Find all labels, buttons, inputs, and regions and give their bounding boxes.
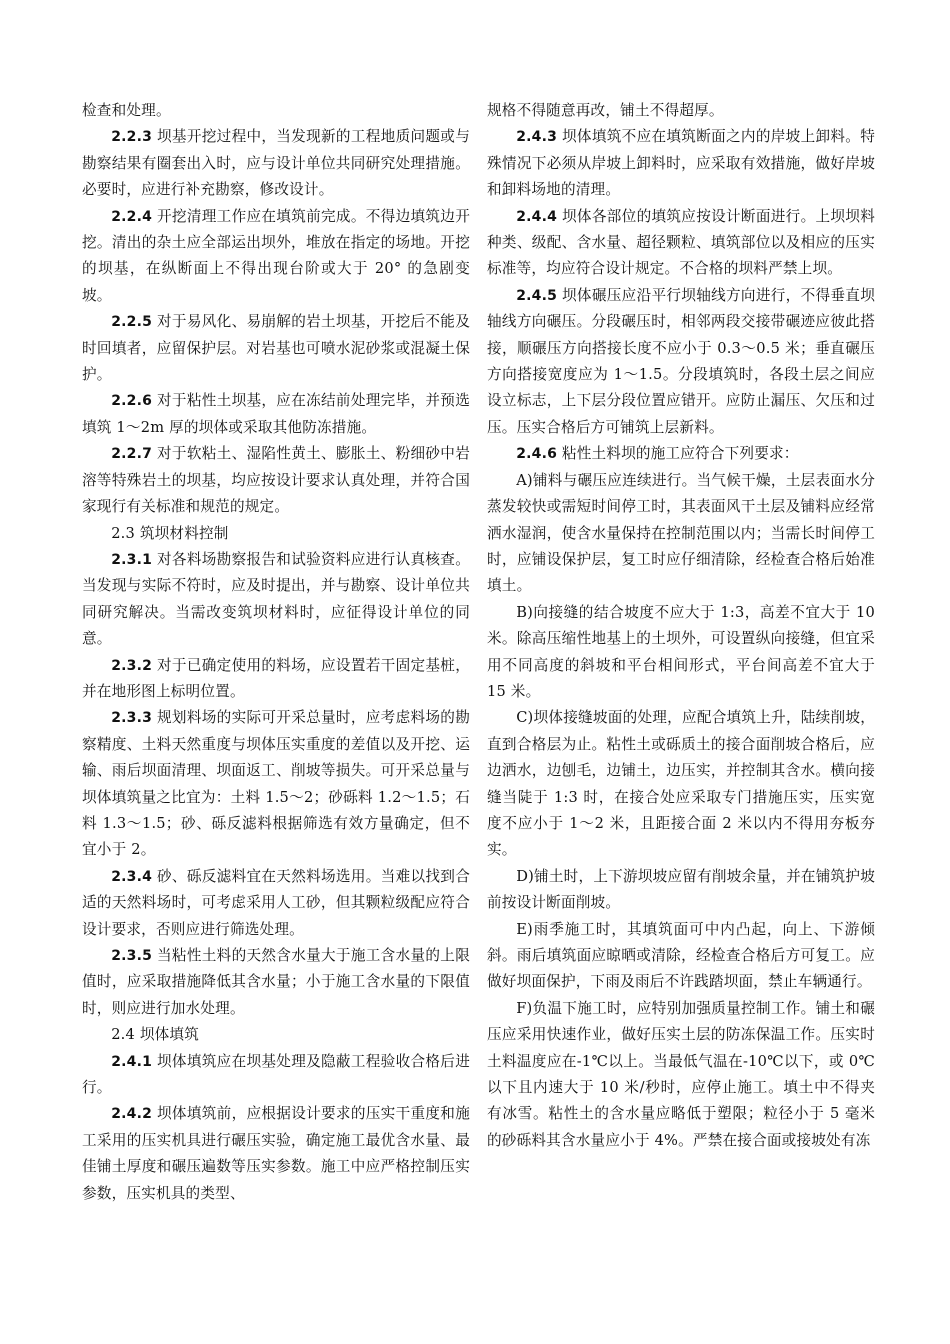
paragraph (82, 1049, 470, 1102)
paragraph (82, 943, 470, 1022)
paragraph (82, 521, 470, 547)
paragraph (487, 98, 875, 124)
clause-number: 2.2.5 (111, 314, 153, 331)
paragraph-text: 对于粘性土坝基，应在冻结前处理完毕，并预选填筑 1～2m 厚的坝体或采取其他防冻措施。 (82, 392, 470, 436)
paragraph (82, 864, 470, 943)
paragraph-text: 对于软粘土、湿陷性黄土、膨胀土、粉细砂中岩溶等特殊岩土的坝基，均应按设计要求认真处理，并符合国家现行有关标准和规范的规定。 (82, 445, 470, 516)
paragraph-text: 当粘性土料的天然含水量大于施工含水量的上限值时，应采取措施降低其含水量；小于施工含水量的下限值时，则应进行加水处理。 (82, 947, 470, 1017)
paragraph (82, 309, 470, 388)
paragraph-text: C)坝体接缝坡面的处理，应配合填筑上升，陆续削坡，直到合格层为止。粘性土或砾质土的接合面削坡合格后，应边洒水，边刨毛，边铺土，边压实，并控制其含水。横向接缝当陡于 1:3 时，在接合处应采取专门措施压实，压实宽度不应小于 1～2 米，且距接合面 2 米以内不得用夯板夯实。 (487, 709, 875, 859)
paragraph (487, 204, 875, 283)
paragraph (82, 705, 470, 863)
clause-number: 2.3.5 (111, 948, 153, 964)
paragraph (82, 653, 470, 706)
paragraph (82, 388, 470, 441)
clause-number: 2.2.6 (111, 393, 153, 410)
paragraph (487, 124, 875, 203)
paragraph (487, 705, 875, 863)
paragraph-text: F)负温下施工时，应特别加强质量控制工作。铺土和碾压应采用快速作业，做好压实土层的防冻保温工作。压实时土料温度应在-1℃以上。当最低气温在-10℃以下，或 0℃以下且内速大于 10 米/秒时，应停止施工。填土中不得夹有冰雪。粘性土的含水量应略低于塑限；粒径小于 5 毫米的砂砾料其含水量应小于 4%。严禁在接合面或接坡处有冻 (487, 999, 875, 1149)
paragraph (82, 1101, 470, 1207)
paragraph-text: 规划料场的实际可开采总量时，应考虑料场的勘察精度、土料天然重度与坝体压实重度的差值以及开挖、运输、雨后坝面清理、坝面返工、削坡等损失。可开采总量与坝体填筑量之比宜为：土料 1.5～2；砂砾料 1.2～1.5；石料 1.3～1.5；砂、砾反滤料根据筛选有效方量确定，但不宜小于 2。 (82, 709, 470, 859)
paragraph-text: E)雨季施工时，其填筑面可中内凸起，向上、下游倾斜。雨后填筑面应晾晒或清除，经检查合格后方可复工。应做好坝面保护，下雨及雨后不许践踏坝面，禁止车辆通行。 (487, 920, 875, 991)
paragraph-text: 坝体填筑应在坝基处理及隐蔽工程验收合格后进行。 (82, 1052, 470, 1097)
paragraph-text: D)铺土时，上下游坝坡应留有削坡余量，并在铺筑护坡前按设计断面削坡。 (487, 867, 875, 912)
clause-number: 2.4.5 (516, 287, 558, 304)
right-column (487, 98, 875, 1154)
clause-number: 2.4.6 (516, 446, 558, 463)
clause-number: 2.4.1 (111, 1053, 153, 1070)
clause-number: 2.3.1 (111, 551, 153, 568)
paragraph-text: 规格不得随意再改，铺土不得超厚。 (487, 102, 724, 119)
paragraph-text: A)铺料与碾压应连续进行。当气候干燥，土层表面水分蒸发较快或需短时间停工时，其表面风干土层及铺料应经常洒水湿润，使含水量保持在控制范围以内；当需长时间停工时，应铺设保护层，复工时应仔细清除，经检查合格后始准填土。 (487, 471, 875, 595)
paragraph (82, 1022, 470, 1048)
clause-number: 2.3.4 (111, 868, 153, 885)
paragraph (82, 204, 470, 310)
clause-number: 2.2.4 (111, 208, 153, 225)
paragraph (487, 996, 875, 1154)
paragraph-text: 对于已确定使用的料场，应设置若干固定基桩，并在地形图上标明位置。 (82, 656, 470, 700)
paragraph-text: 2.4 坝体填筑 (111, 1026, 200, 1044)
clause-number: 2.4.2 (111, 1106, 153, 1123)
left-column (82, 98, 470, 1207)
paragraph (487, 600, 875, 706)
paragraph-text: 坝体碾压应沿平行坝轴线方向进行，不得垂直坝轴线方向碾压。分段碾压时，相邻两段交接带碾迹应彼此搭接，顺碾压方向搭接长度不应小于 0.3～0.5 米；垂直碾压方向搭接宽度应为 1～1.5。分段填筑时，各段土层之间应设立标志，上下层分段位置应错开。应防止漏压、欠压和过压。压实合格后方可铺筑上层新料。 (487, 286, 875, 436)
paragraph-text: 检查和处理。 (82, 102, 171, 119)
paragraph (82, 547, 470, 653)
paragraph-text: B)向接缝的结合坡度不应大于 1:3，高差不宜大于 10 米。除高压缩性地基上的土坝外，可设置纵向接缝，但宜采用不同高度的斜坡和平台相间形式，平台间高差不宜大于 15 米。 (487, 603, 875, 700)
paragraph-text: 坝体填筑不应在填筑断面之内的岸坡上卸料。特殊情况下必须从岸坡上卸料时，应采取有效措施，做好岸坡和卸料场地的清理。 (487, 128, 875, 199)
clause-number: 2.2.3 (111, 129, 153, 146)
paragraph-text: 砂、砾反滤料宜在天然料场选用。当难以找到合适的天然料场时，可考虑采用人工砂，但其颗粒级配应符合设计要求，否则应进行筛选处理。 (82, 867, 470, 938)
paragraph (82, 124, 470, 203)
paragraph (82, 441, 470, 520)
clause-number: 2.3.2 (111, 657, 153, 674)
clause-number: 2.2.7 (111, 446, 153, 463)
clause-number: 2.4.4 (516, 208, 558, 225)
paragraph-text: 坝体填筑前，应根据设计要求的压实干重度和施工采用的压实机具进行碾压实验，确定施工最优含水量、最佳铺土厚度和碾压遍数等压实参数。施工中应严格控制压实参数，压实机具的类型、 (82, 1105, 470, 1202)
paragraph-text: 2.3 筑坝材料控制 (111, 524, 229, 542)
paragraph-text: 对各料场勘察报告和试验资料应进行认真核查。当发现与实际不符时，应及时提出，并与勘察、设计单位共同研究解决。当需改变筑坝材料时，应征得设计单位的同意。 (82, 550, 470, 648)
paragraph (487, 917, 875, 996)
paragraph (487, 283, 875, 441)
paragraph-text: 开挖清理工作应在填筑前完成。不得边填筑边开挖。清出的杂土应全部运出坝外，堆放在指定的场地。开挖的坝基，在纵断面上不得出现台阶或大于 20° 的急剧变坡。 (82, 207, 470, 304)
clause-number: 2.3.3 (111, 710, 153, 727)
paragraph (487, 468, 875, 600)
paragraph-text: 坝体各部位的填筑应按设计断面进行。上坝坝料种类、级配、含水量、超径颗粒、填筑部位以及相应的压实标准等，均应符合设计规定。不合格的坝料严禁上坝。 (487, 207, 875, 278)
paragraph (487, 441, 875, 467)
paragraph-text: 坝基开挖过程中，当发现新的工程地质问题或与勘察结果有圈套出入时，应与设计单位共同研究处理措施。必要时，应进行补充勘察，修改设计。 (82, 128, 470, 199)
paragraph-text: 对于易风化、易崩解的岩土坝基，开挖后不能及时回填者，应留保护层。对岩基也可喷水泥砂浆或混凝土保护。 (82, 313, 470, 384)
clause-number: 2.4.3 (516, 129, 558, 146)
paragraph (487, 864, 875, 917)
paragraph (82, 98, 470, 124)
paragraph-text: 粘性土料坝的施工应符合下列要求： (557, 445, 799, 463)
